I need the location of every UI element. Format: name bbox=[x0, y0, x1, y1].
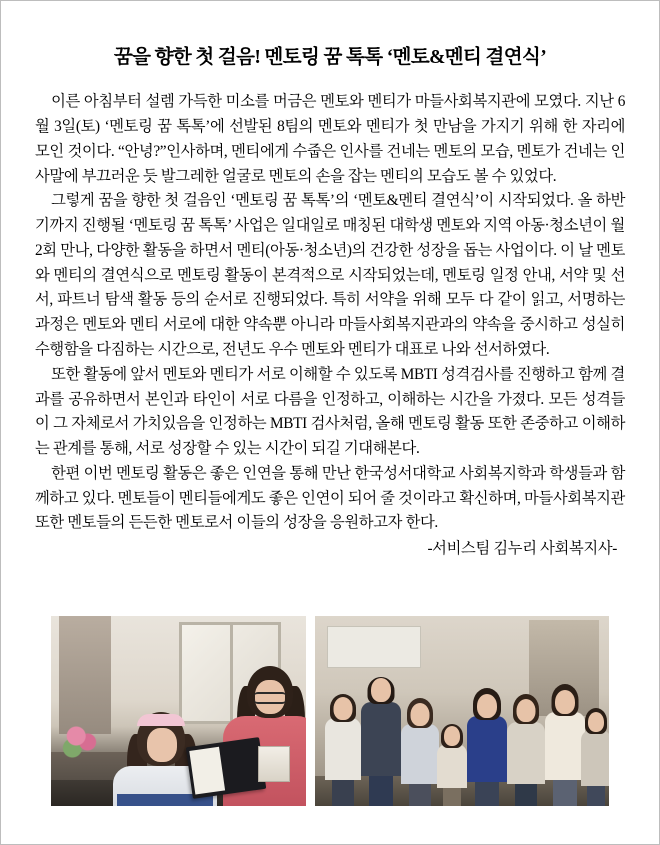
photo1-mentee-face bbox=[147, 728, 177, 762]
photo1-flowers bbox=[61, 720, 99, 760]
photo2-person-2-torso bbox=[361, 702, 401, 776]
photo-group-pose bbox=[315, 616, 609, 806]
photo2-person-8-torso bbox=[581, 730, 609, 786]
photo2-person-4 bbox=[435, 720, 469, 806]
photo1-binder bbox=[186, 737, 267, 799]
photo2-person-5-torso bbox=[467, 716, 507, 782]
photo2-person-1 bbox=[323, 688, 363, 806]
photo-row bbox=[51, 616, 609, 806]
photo-mentor-mentee-reading bbox=[51, 616, 306, 806]
page-title: 꿈을 향한 첫 걸음! 멘토링 꿈 톡톡 ‘멘토&멘티 결연식’ bbox=[113, 47, 547, 68]
paragraph-1: 이른 아침부터 설렘 가득한 미소를 머금은 멘토와 멘티가 마들사회복지관에 모였다. 지난 6월 3일(토) ‘멘토링 꿈 톡톡’에 선발된 8팀의 멘토와 멘티가 첫 만남을 가지기 위해 한 자리에 모인 것이다. “안녕?”인사하며, 멘티에게 수줍은 인사를 건네는 멘토의 모습, 멘토가 건네는 인사말에 부끄러운 듯 발그레한 얼굴로 멘토의 손을 잡는 멘티의 모습도 볼 수 있었다. bbox=[35, 93, 625, 185]
photo2-person-2-legs bbox=[369, 772, 393, 806]
paragraph-3: 또한 활동에 앞서 멘토와 멘티가 서로 이해할 수 있도록 MBTI 성격검사를 진행하고 함께 결과를 공유하면서 본인과 타인이 서로 다름을 인정하고, 이해하는 시간을 가졌다. 모든 성격들이 그 자체로서 가치있음을 인정하는 MBTI 검사처럼, 올해 멘토링 활동 또한 존중하고 이해하는 관계를 통해, 서로 성장할 수 있는 시간이 되길 기대해본다. bbox=[35, 365, 625, 458]
photo1-box bbox=[258, 746, 290, 782]
photo2-person-4-head bbox=[444, 726, 460, 746]
photo2-person-5 bbox=[465, 684, 509, 806]
photo2-person-7-head bbox=[555, 690, 575, 714]
photo2-person-2-head bbox=[371, 678, 391, 702]
photo2-person-6-torso bbox=[507, 722, 545, 784]
photo2-person-1-torso bbox=[325, 718, 361, 780]
photo2-person-5-head bbox=[477, 694, 497, 718]
article-body bbox=[35, 90, 625, 562]
paragraph-2: 그렇게 꿈을 향한 첫 걸음인 ‘멘토링 꿈 톡톡’의 ‘멘토&멘티 결연식’이 시작되었다. 올 하반기까지 진행될 ‘멘토링 꿈 톡톡’ 사업은 일대일로 매칭된 대학생 멘토와 지역 아동·청소년이 월 2회 만나, 다양한 활동을 하면서 멘티(아동·청소년)의 건강한 성장을 돕는 사업이다. 이 날 멘토와 멘티의 결연식으로 멘토링 활동이 본격적으로 시작되었는데, 멘토링 일정 안내, 서약 및 선서, 파트너 탐색 활동 등의 순서로 진행되었다. 특히 서약을 위해 모두 다 같이 읽고, 서명하는 과정은 멘토와 멘티 서로에 대한 약속뿐 아니라 마들사회복지관과의 약속을 중시하고 성실히 수행함을 다짐하는 시간으로, 전년도 우수 멘토와 멘티가 대표로 나와 선서하였다. bbox=[35, 192, 625, 358]
photo2-person-3-head bbox=[411, 703, 430, 726]
photo2-person-2 bbox=[359, 668, 403, 806]
photo1-mentee-headband bbox=[137, 714, 185, 726]
photo2-person-1-head bbox=[334, 697, 353, 720]
photo2-person-7-legs bbox=[553, 776, 577, 806]
photo1-mentor-glasses bbox=[254, 692, 286, 704]
photo1-door bbox=[59, 616, 111, 734]
photo2-person-8 bbox=[579, 702, 609, 806]
photo2-person-4-torso bbox=[437, 744, 467, 788]
photo2-person-1-legs bbox=[332, 776, 354, 806]
photo2-banner bbox=[327, 626, 421, 668]
photo2-person-6 bbox=[505, 690, 547, 806]
photo2-person-3-torso bbox=[401, 724, 439, 784]
photo2-person-8-head bbox=[588, 712, 604, 732]
author-signature: -서비스팀 김누리 사회복지사- bbox=[427, 540, 617, 558]
photo2-person-6-head bbox=[517, 699, 536, 722]
photo2-person-5-legs bbox=[475, 778, 499, 806]
paragraph-4: 한편 이번 멘토링 활동은 좋은 인연을 통해 만난 한국성서대학교 사회복지학과 학생들과 함께하고 있다. 멘토들이 멘티들에게도 좋은 인연이 되어 줄 것이라고 확신하며, 마들사회복지관 또한 멘토들의 든든한 멘토로서 이들의 성장을 응원하고자 한다. bbox=[35, 464, 625, 532]
